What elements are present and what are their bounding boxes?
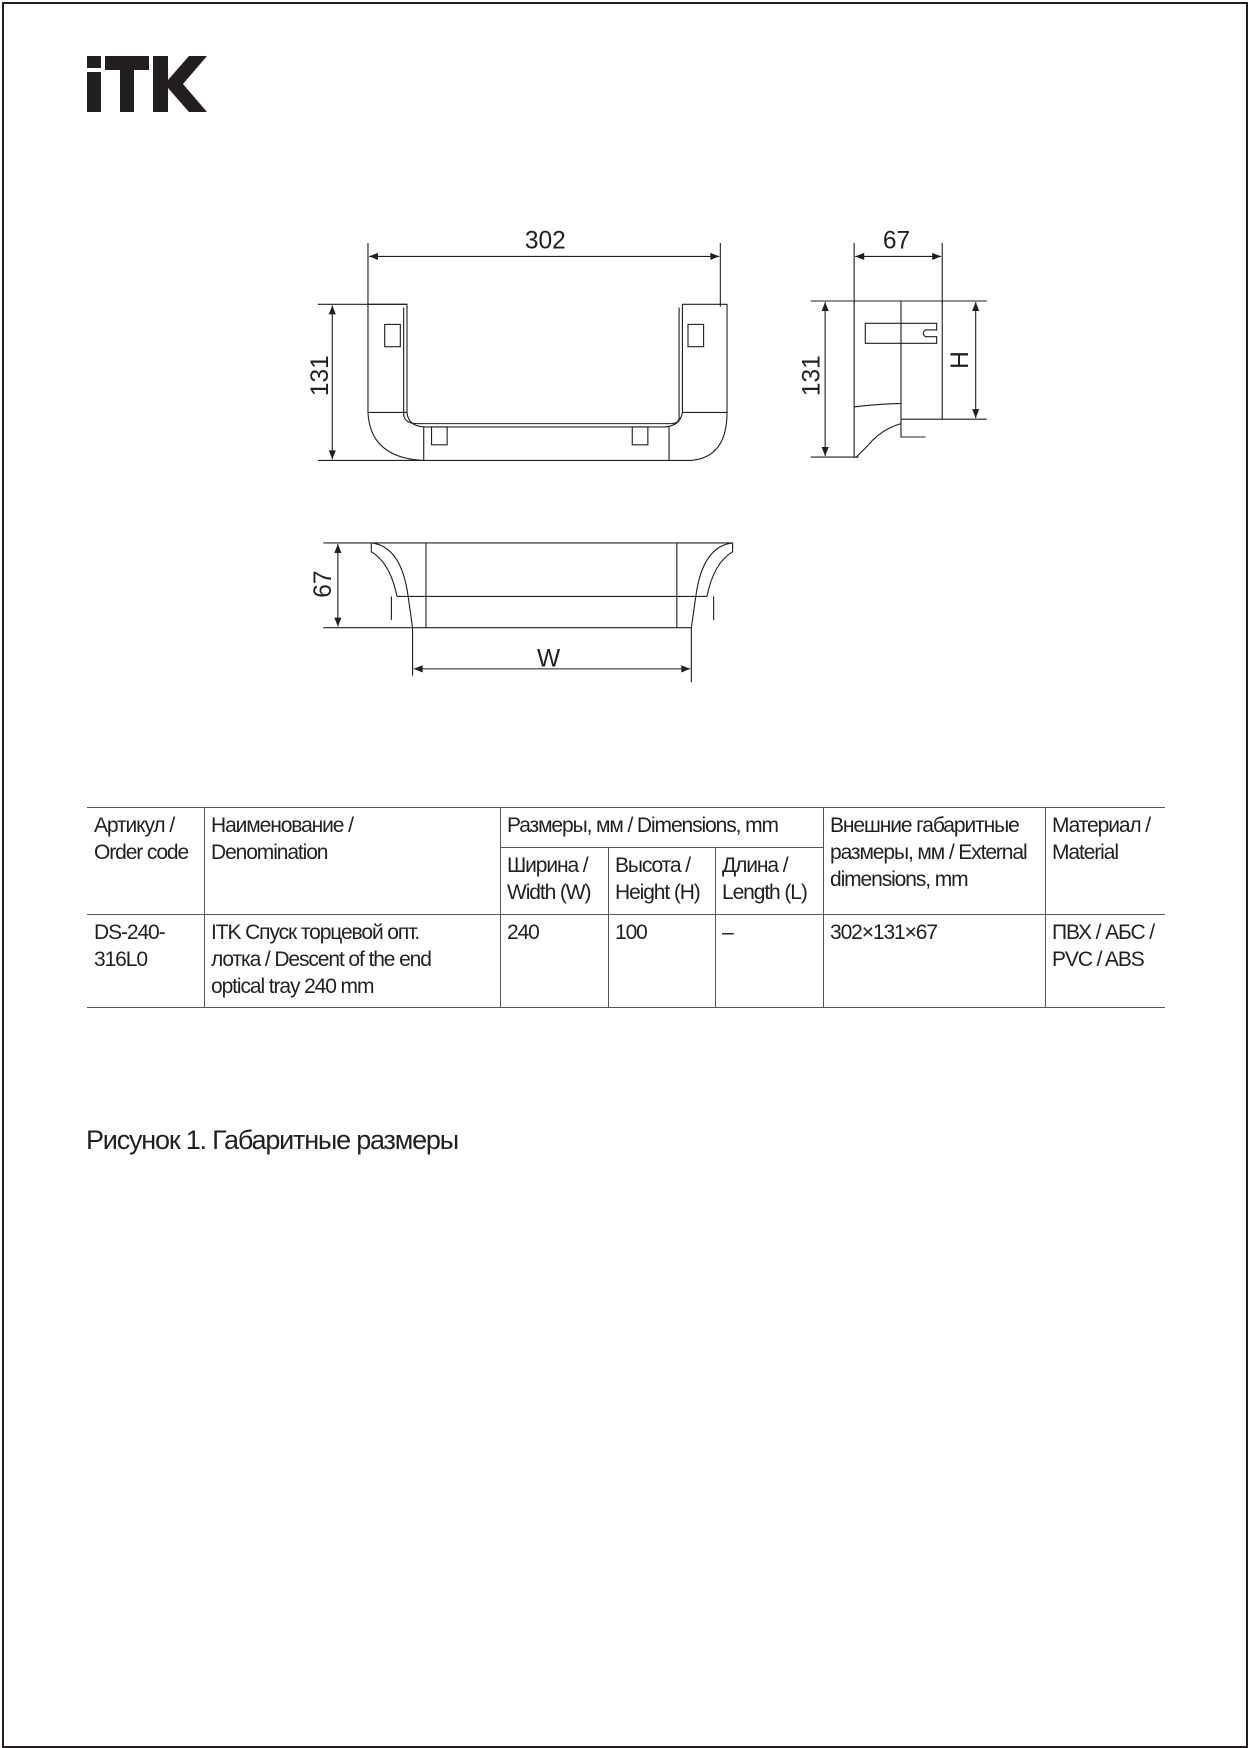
figure-caption: Рисунок 1. Габаритные размеры: [86, 1125, 458, 1155]
table-top-rule: [87, 807, 1165, 808]
row-denomination: ITK Спуск торцевой опт. лотка / Descent of the end optical tray 240 mm: [211, 921, 431, 998]
front-width-label: 302: [524, 227, 566, 255]
table-bottom-rule: [87, 1007, 1165, 1008]
col-divider: [608, 847, 609, 1007]
row-width: 240: [507, 921, 539, 944]
side-height-label: 131: [798, 355, 826, 397]
bottom-depth-label: 67: [310, 570, 338, 598]
col-divider: [715, 847, 716, 1007]
header-height: Высота / Height (H): [615, 854, 700, 904]
bottom-width-label: W: [537, 645, 561, 673]
row-order-code: DS-240- 316L0: [94, 921, 165, 971]
header-length: Длина / Length (L): [722, 854, 807, 904]
specification-table: [87, 807, 1165, 1008]
side-view: [811, 243, 987, 457]
front-view: [318, 243, 727, 460]
col-divider: [1045, 807, 1046, 1007]
header-denomination: Наименование / Denomination: [211, 814, 353, 864]
row-external-dimensions: 302×131×67: [830, 921, 937, 944]
header-material: Материал / Material: [1052, 814, 1151, 864]
side-h-label: H: [946, 351, 974, 369]
bottom-view: [323, 543, 732, 682]
col-divider: [500, 807, 501, 1007]
side-depth-label: 67: [882, 227, 911, 255]
header-external-dimensions: Внешние габаритные размеры, мм / External dimensions, mm: [830, 814, 1027, 891]
row-material: ПВХ / АБС / PVC / ABS: [1052, 921, 1154, 971]
col-divider: [823, 807, 824, 1007]
header-order-code: Артикул / Order code: [94, 814, 189, 864]
subheader-rule: [500, 847, 823, 848]
row-length: –: [722, 921, 733, 944]
front-height-label: 131: [306, 355, 334, 397]
header-bottom-rule: [87, 914, 1165, 915]
col-divider: [204, 807, 205, 1007]
header-dimensions: Размеры, мм / Dimensions, mm: [507, 814, 778, 837]
row-height: 100: [615, 921, 647, 944]
header-width: Ширина / Width (W): [507, 854, 591, 904]
